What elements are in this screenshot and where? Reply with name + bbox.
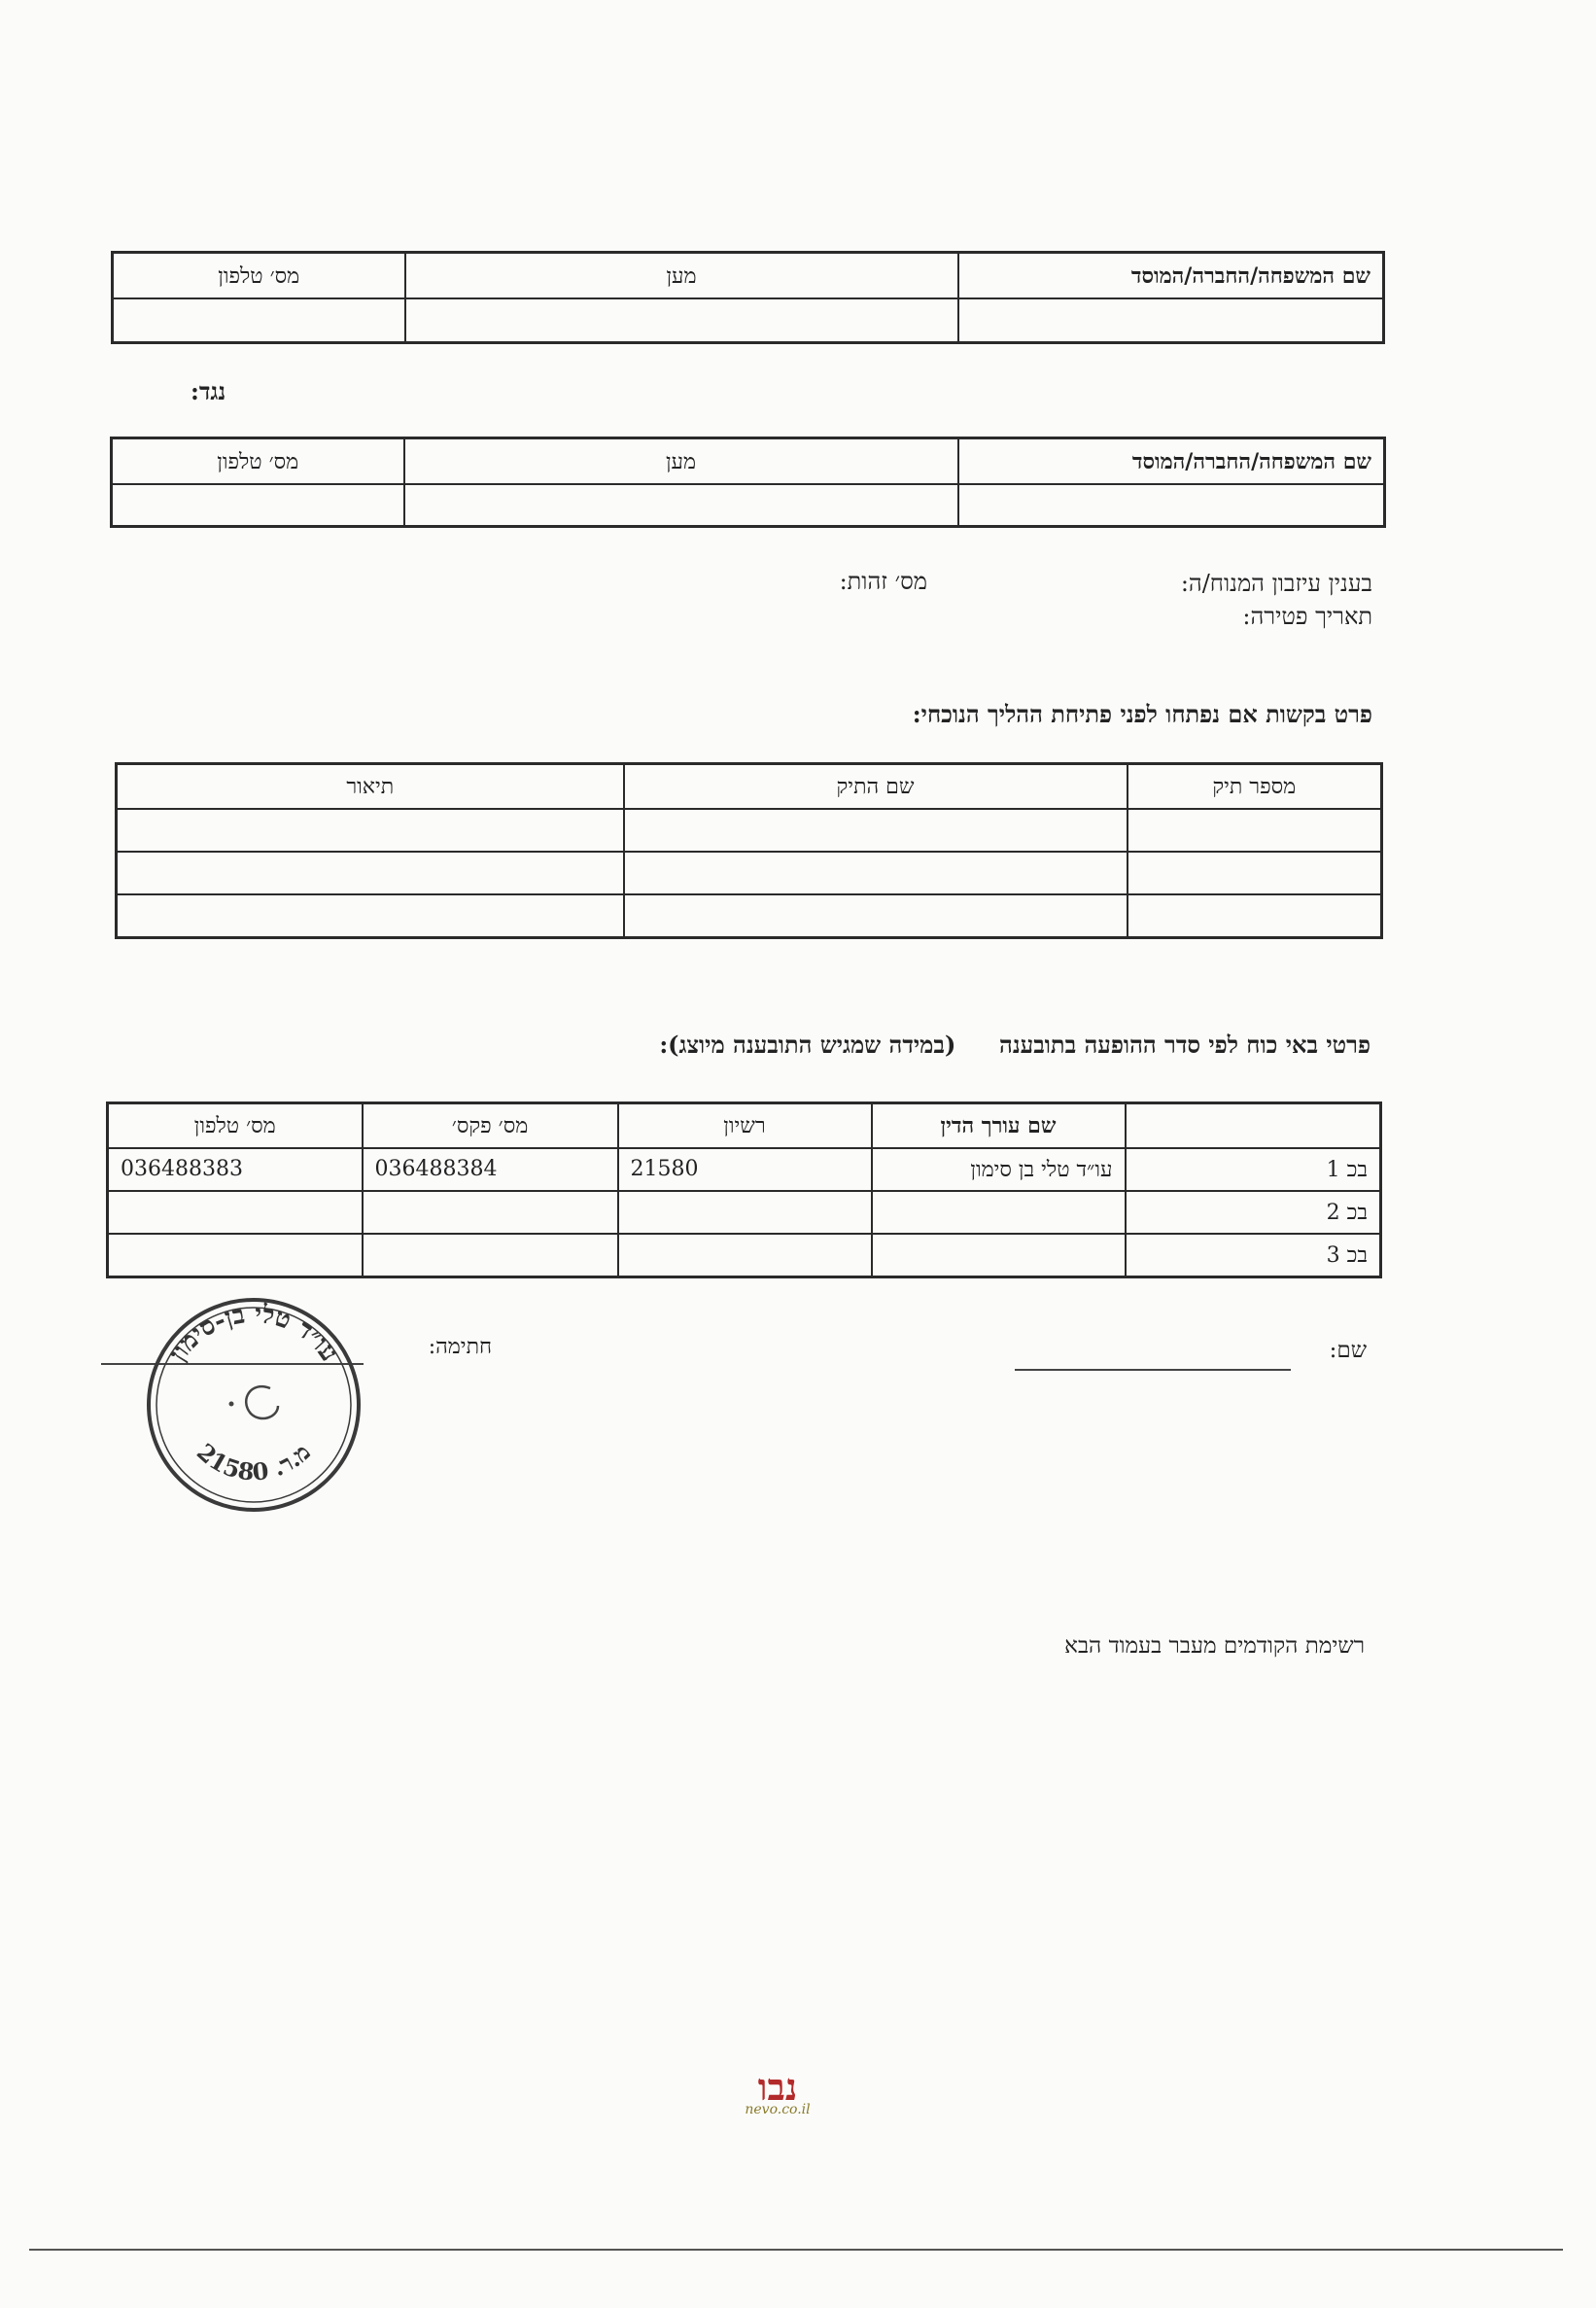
requests-heading: פרט בקשות אם נפתחו לפני פתיחת ההליך הנוכחי: [912,700,1372,728]
signature-label: חתימה: [428,1335,492,1359]
death-date-label: תאריך פטירה: [1242,603,1372,630]
logo-url: nevo.co.il [745,2102,811,2117]
header-case-name: שם התיק [624,764,1128,810]
header-address: מען [405,253,958,299]
header-proxy [1126,1103,1381,1149]
proxy-cell: בכ 3 [1126,1234,1381,1277]
attorney-name-cell [872,1234,1126,1277]
deceased-label: בענין עיזבון המנוח/ה: [1180,570,1372,597]
cell-family-name [958,484,1385,526]
header-phone: מס׳ טלפון [112,438,404,485]
phone-cell: 036488383 [108,1148,363,1190]
nevo-logo [719,2065,836,2119]
cell-phone [112,484,404,526]
license-cell [618,1191,872,1234]
cell-address [405,298,958,342]
attorneys-heading-note: (במידה שמגיש התובענה מיוצג): [659,1031,956,1059]
attorney-name-cell: עו״ד טלי בן סימון [872,1148,1126,1190]
attorneys-heading-main: פרטי באי כוח לפי סדר ההופעה בתובענה [999,1031,1370,1059]
against-label: נגד: [191,377,226,405]
header-phone: מס׳ טלפון [113,253,405,299]
license-cell [618,1234,872,1277]
header-family-name: שם המשפחה/החברה/המוסד [958,438,1385,485]
header-address: מען [404,438,958,485]
name-label: שם: [1329,1338,1367,1363]
header-description: תיאור [117,764,624,810]
svg-text:עו״ד טלי בן-סימון [163,1300,343,1367]
attorney-stamp [142,1293,365,1517]
header-attorney-name: שם עורך הדין [872,1103,1126,1149]
table-row [108,1191,1381,1234]
proxy-cell: בכ 1 [1126,1148,1381,1190]
cell-phone [113,298,405,342]
stamp-bottom-text: מ.ר. 21580 [191,1437,317,1486]
header-fax: מס׳ פקס׳ [363,1103,618,1149]
logo-text [719,2065,836,2109]
proxy-cell: בכ 2 [1126,1191,1381,1234]
fax-cell [363,1234,618,1277]
phone-cell [108,1191,363,1234]
header-phone: מס׳ טלפון [108,1103,363,1149]
cell-address [404,484,958,526]
phone-cell [108,1234,363,1277]
table-row [108,1148,1381,1190]
bottom-rule [29,2249,1563,2251]
footer-note: רשימת הקודמים מעבר בעמוד הבא [1064,1633,1365,1659]
id-number-label: מס׳ זהות: [839,568,927,595]
parties-table-1 [111,251,1385,344]
license-cell: 21580 [618,1148,872,1190]
header-license: רשיון [618,1103,872,1149]
requests-table [115,762,1383,939]
attorneys-heading [659,1031,1370,1060]
header-case-number: מספר תיק [1128,764,1382,810]
header-family-name: שם המשפחה/החברה/המוסד [958,253,1384,299]
cell-family-name [958,298,1384,342]
fax-cell: 036488384 [363,1148,618,1190]
stamp-top-text: עו״ד טלי בן-סימון [163,1299,344,1368]
attorney-name-cell [872,1191,1126,1234]
table-row [108,1234,1381,1277]
name-line [1015,1369,1291,1371]
attorneys-table [106,1102,1382,1278]
logo-mark: נבו [757,2065,798,2109]
parties-table-2 [110,437,1386,528]
fax-cell [363,1191,618,1234]
svg-text:מ.ר. 21580 [191,1438,316,1486]
